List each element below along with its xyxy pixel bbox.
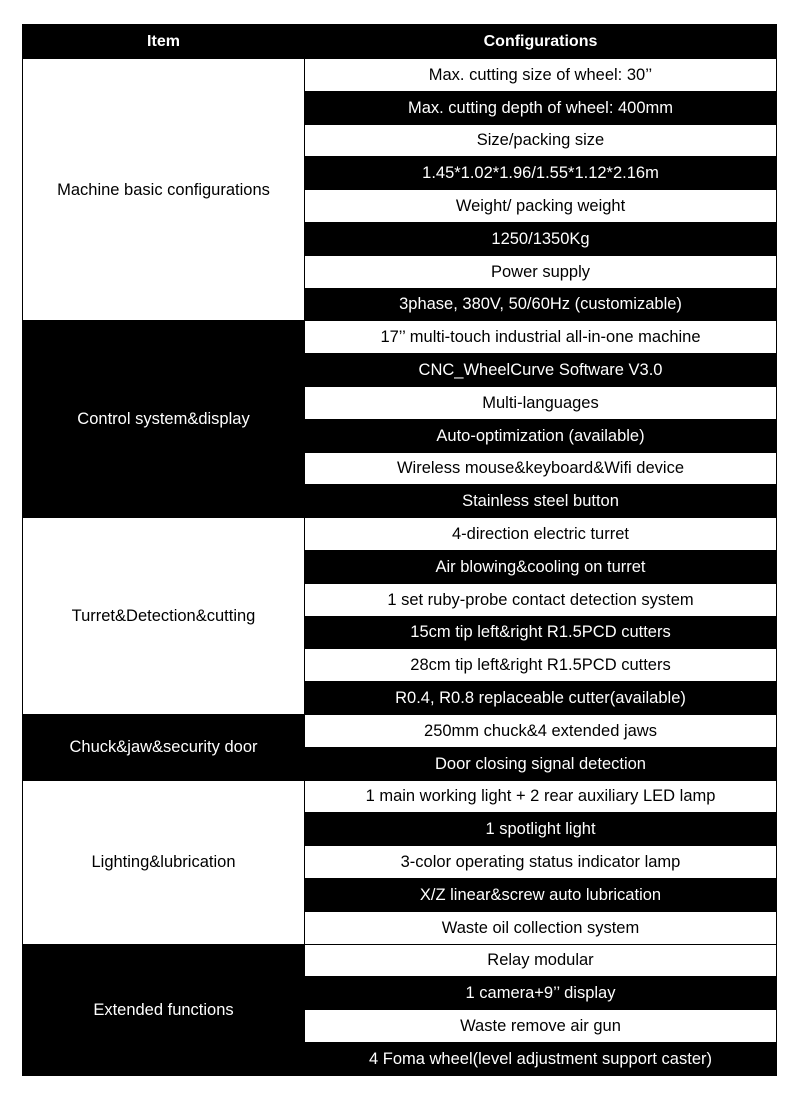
configuration-cell: Air blowing&cooling on turret [305, 550, 777, 583]
configuration-cell: Max. cutting size of wheel: 30’’ [305, 59, 777, 92]
configuration-cell: CNC_WheelCurve Software V3.0 [305, 354, 777, 387]
configuration-cell: 1250/1350Kg [305, 222, 777, 255]
configuration-cell: 1.45*1.02*1.96/1.55*1.12*2.16m [305, 157, 777, 190]
configuration-cell: 1 camera+9’’ display [305, 977, 777, 1010]
configuration-cell: Relay modular [305, 944, 777, 977]
configuration-cell: 15cm tip left&right R1.5PCD cutters [305, 616, 777, 649]
header-row [23, 25, 777, 59]
configuration-cell: Weight/ packing weight [305, 190, 777, 223]
configuration-cell: Auto-optimization (available) [305, 419, 777, 452]
group-name-cell: Turret&Detection&cutting [23, 518, 305, 715]
configuration-table [22, 24, 777, 1076]
table-row [23, 780, 777, 813]
configuration-cell: 4-direction electric turret [305, 518, 777, 551]
configuration-cell: 1 main working light + 2 rear auxiliary LED lamp [305, 780, 777, 813]
group-name-cell: Control system&display [23, 321, 305, 518]
configuration-cell: R0.4, R0.8 replaceable cutter(available) [305, 682, 777, 715]
configuration-cell: 17’’ multi-touch industrial all-in-one machine [305, 321, 777, 354]
table-row [23, 944, 777, 977]
configuration-cell: Size/packing size [305, 124, 777, 157]
group-name-cell: Lighting&lubrication [23, 780, 305, 944]
configuration-cell: 3-color operating status indicator lamp [305, 846, 777, 879]
group-name-cell: Machine basic configurations [23, 59, 305, 321]
configurations-column-header: Configurations [305, 25, 777, 59]
configuration-cell: 3phase, 380V, 50/60Hz (customizable) [305, 288, 777, 321]
table-body [23, 59, 777, 1076]
configuration-cell: Multi-languages [305, 386, 777, 419]
table-row [23, 518, 777, 551]
table-row [23, 714, 777, 747]
configuration-cell: Waste oil collection system [305, 911, 777, 944]
item-column-header: Item [23, 25, 305, 59]
configuration-cell: 28cm tip left&right R1.5PCD cutters [305, 649, 777, 682]
configuration-cell: Power supply [305, 255, 777, 288]
group-name-cell: Chuck&jaw&security door [23, 714, 305, 780]
configuration-cell: 1 spotlight light [305, 813, 777, 846]
configuration-cell: Max. cutting depth of wheel: 400mm [305, 91, 777, 124]
group-name-cell: Extended functions [23, 944, 305, 1075]
configuration-cell: X/Z linear&screw auto lubrication [305, 878, 777, 911]
configuration-cell: 250mm chuck&4 extended jaws [305, 714, 777, 747]
configuration-cell: Door closing signal detection [305, 747, 777, 780]
configuration-cell: Stainless steel button [305, 485, 777, 518]
configuration-cell: 1 set ruby-probe contact detection system [305, 583, 777, 616]
configuration-cell: Wireless mouse&keyboard&Wifi device [305, 452, 777, 485]
table-row [23, 59, 777, 92]
table-row [23, 321, 777, 354]
configuration-cell: Waste remove air gun [305, 1010, 777, 1043]
configuration-cell: 4 Foma wheel(level adjustment support caster) [305, 1042, 777, 1075]
